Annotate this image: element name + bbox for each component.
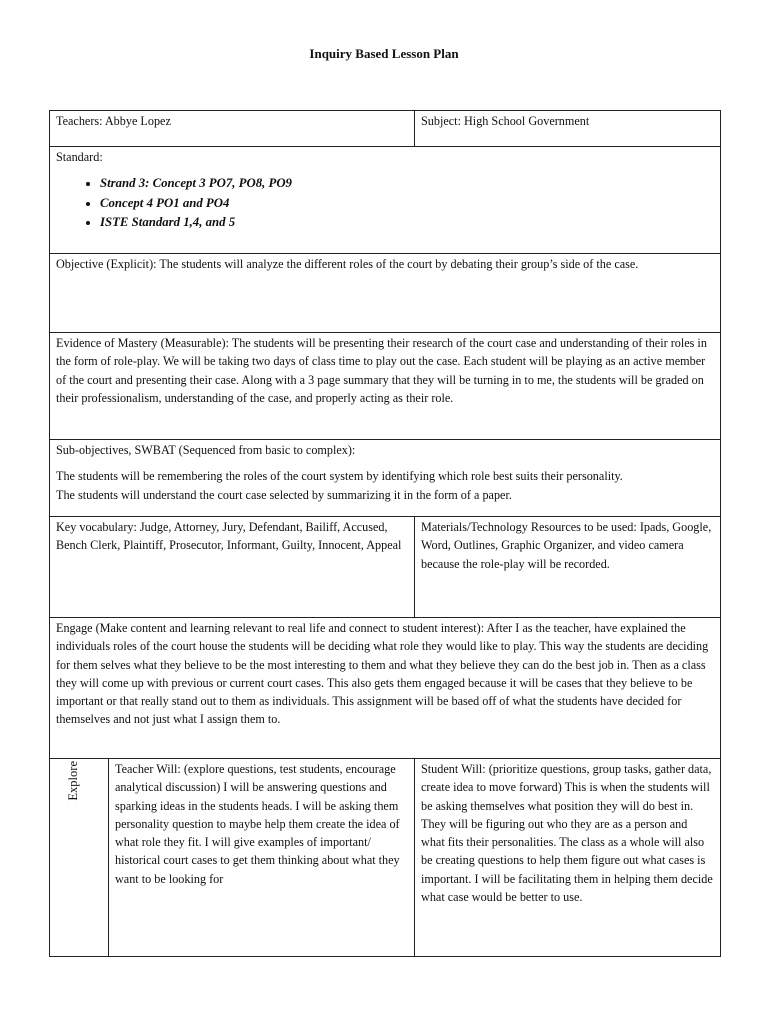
standard-item: • ISTE Standard 1,4, and 5 xyxy=(100,213,714,233)
subobjectives-label: Sub-objectives, SWBAT (Sequenced from basic to complex): xyxy=(56,443,356,457)
subobjective-line: The students will understand the court case selected by summarizing it in the form of a paper. xyxy=(56,487,512,502)
subobjectives-row xyxy=(50,440,721,517)
student-will-cell: Student Will: (prioritize questions, group tasks, gather data, create idea to move forward) This is when the students will be asking themselves what position they will do best in. They will be figuring out who they are as a person and what fits their personalities. The class as a whole will also be creating questions to help them figure out what cases is important. I will be facilitating them in helping them decide what case would be better to use. xyxy=(415,759,721,957)
evidence-row xyxy=(50,333,721,440)
vocabulary-cell: Key vocabulary: Judge, Attorney, Jury, Defendant, Bailiff, Accused, Bench Clerk, Plaintiff, Prosecutor, Informant, Guilty, Innocent, Appeal xyxy=(50,517,415,618)
standard-row xyxy=(50,147,721,254)
vocabulary-materials-row xyxy=(50,517,721,618)
materials-cell: Materials/Technology Resources to be used: Ipads, Google, Word, Outlines, Graphic Organizer, and video camera because the role-play will be recorded. xyxy=(415,517,721,618)
engage-cell: Engage (Make content and learning relevant to real life and connect to student interest): After I as the teacher, have explained the individuals roles of the court house the students will be deciding what role they would like to play. This way the students are deciding for them selves what they believe to be the most interesting to them and what they believe they can do the best job in. Then as a class they will come up with previous or current court cases. This also gets them engaged because it will be cases that they believe to be important or that really stand out to them as individuals. This assignment will be based off of what the students have decided for themselves and not just what I assign them to. xyxy=(50,618,721,759)
objective-cell: Objective (Explicit): The students will analyze the different roles of the court by debating their group’s side of the case. xyxy=(50,254,721,333)
teachers-subject-row xyxy=(50,111,721,147)
lesson-plan-table xyxy=(49,110,721,957)
standard-label: Standard: xyxy=(56,150,103,164)
subobjectives-cell xyxy=(50,440,721,517)
standard-item: • Strand 3: Concept 3 PO7, PO8, PO9 xyxy=(100,174,714,194)
evidence-cell: Evidence of Mastery (Measurable): The students will be presenting their research of the court case and understanding of their roles in the form of role-play. We will be taking two days of class time to play out the case. Each student will be playing as an active member of the court and presenting their case. Along with a 3 page summary that they will be turning in to me, the students will be graded on their professionalism, understanding of the case, and properly acting as their role. xyxy=(50,333,721,440)
explore-row xyxy=(50,759,721,957)
standard-list xyxy=(56,174,714,233)
teachers-cell: Teachers: Abbye Lopez xyxy=(50,111,415,147)
document-title: Inquiry Based Lesson Plan xyxy=(309,46,459,61)
subobjective-line: The students will be remembering the roles of the court system by identifying which role best suits their personality. xyxy=(56,469,623,484)
subject-cell: Subject: High School Government xyxy=(415,111,721,147)
explore-label-cell xyxy=(50,759,109,957)
engage-row xyxy=(50,618,721,759)
standard-cell xyxy=(50,147,721,254)
standard-item: • Concept 4 PO1 and PO4 xyxy=(100,194,714,214)
explore-label: Explore xyxy=(66,761,80,801)
teacher-will-cell: Teacher Will: (explore questions, test students, encourage analytical discussion) I will be answering questions and sparking ideas in the students heads. I will be asking them personality question to maybe help them create the idea of what role they fit. I will give examples of important/ historical court cases to get them thinking about what they want to be looking for xyxy=(109,759,415,957)
objective-row xyxy=(50,254,721,333)
